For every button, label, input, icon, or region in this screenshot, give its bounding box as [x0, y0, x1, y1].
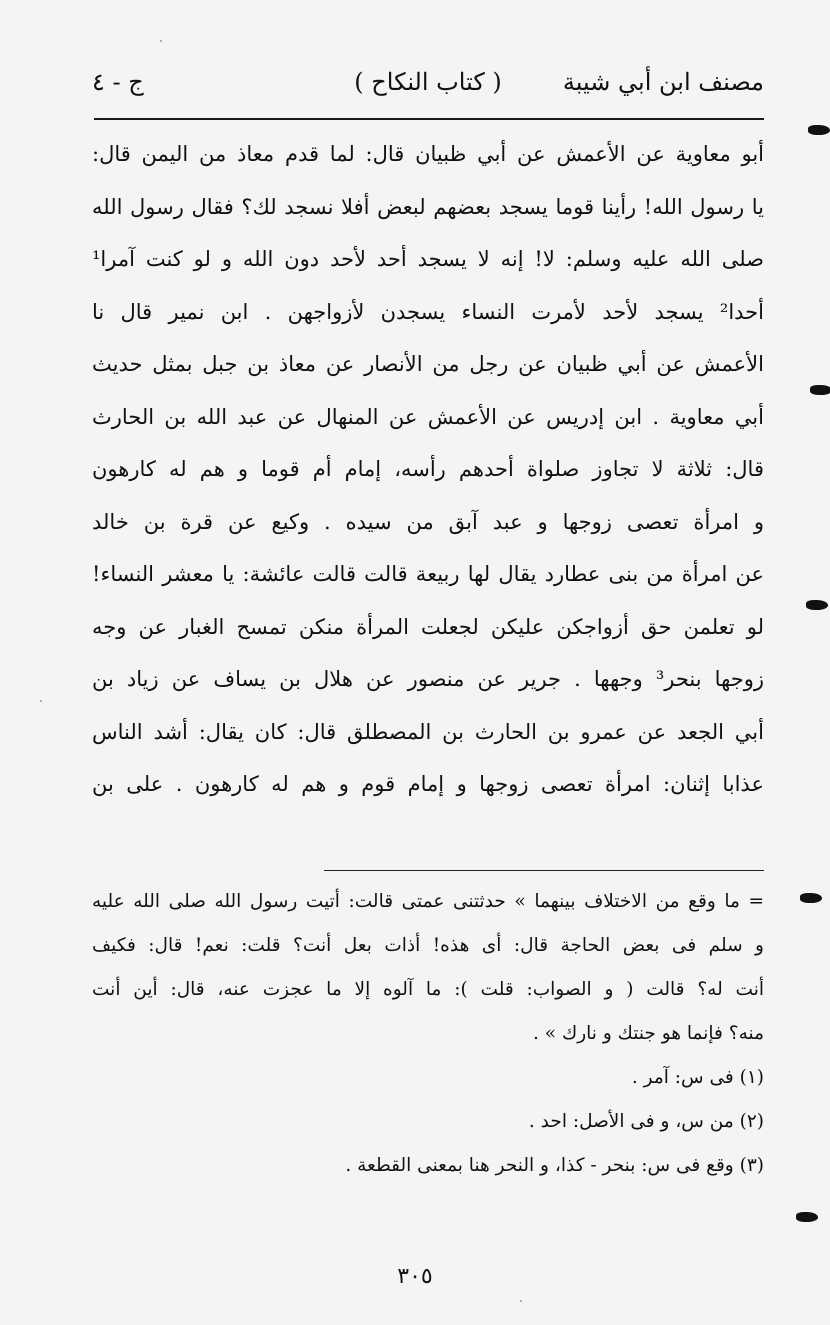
paper-speck	[40, 700, 42, 702]
footnotes-section	[92, 880, 764, 1188]
chapter-title: ( كتاب النكاح )	[354, 68, 502, 96]
text-line: أحدا² يسجد لأحد لأمرت النساء يسجدن لأزواجهن . ابن نمير قال نا	[92, 299, 764, 324]
text-line: عذابا إثنان: امرأة تعصى زوجها و إمام قوم و هم له كارهون . على بن	[92, 772, 764, 796]
text-line: و امرأة تعصى زوجها و عبد آبق من سيده . وكيع عن قرة بن خالد	[92, 509, 764, 534]
continued-note-line: منه؟ فإنما هو جنتك و نارك » .	[533, 1023, 764, 1044]
header-rule	[94, 118, 764, 120]
main-text	[92, 128, 764, 811]
continued-note-line: = ما وقع من الاختلاف بينهما » حدثتنى عمتى قالت: أتيت رسول الله صلى الله عليه	[92, 891, 764, 912]
margin-ink-mark	[800, 893, 822, 903]
margin-ink-mark	[796, 1212, 818, 1222]
footnote-2: (٢) من س، و فى الأصل: احد .	[528, 1111, 764, 1132]
paper-speck	[520, 1300, 522, 1302]
margin-ink-mark	[806, 600, 828, 610]
margin-ink-mark	[810, 385, 830, 395]
volume-label: ج - ٤	[92, 68, 144, 96]
footnote-separator	[324, 870, 764, 871]
text-line: زوجها بنحر³ وجهها . جرير عن منصور عن هلال بن يساف عن زياد بن	[92, 667, 764, 691]
text-line: عن امرأة من بنى عطارد يقال لها ربيعة قالت قالت عائشة: يا معشر النساء!	[92, 562, 764, 586]
page-header	[92, 62, 764, 114]
continued-note-line: و سلم فى بعض الحاجة قال: أى هذه! أذات بعل أنت؟ قلت: نعم! قال: فكيف	[92, 935, 764, 956]
text-line: صلى الله عليه وسلم: لا! إنه لا يسجد أحد لأحد دون الله و لو كنت آمرا¹	[92, 247, 764, 271]
continued-note-line: أنت له؟ قالت ( و الصواب: قلت ): ما آلوه إلا ما عجزت عنه، قال: أين أنت	[92, 979, 764, 1000]
footnote-1: (١) فى س: آمر .	[631, 1067, 764, 1088]
margin-ink-mark	[808, 125, 830, 135]
text-line: قال: ثلاثة لا تجاوز صلواة أحدهم رأسه، إمام أم قوما و هم له كارهون	[92, 457, 764, 481]
text-line: يا رسول الله! رأينا قوما يسجد بعضهم لبعض أفلا نسجد لك؟ فقال رسول الله	[92, 194, 764, 219]
footnote-3: (٣) وقع فى س: بنحر - كذا، و النحر هنا بمعنى القطعة .	[345, 1155, 764, 1176]
text-line: أبي الجعد عن عمرو بن الحارث بن المصطلق قال: كان يقال: أشد الناس	[92, 719, 764, 744]
paper-speck	[160, 40, 162, 42]
text-line: أبي معاوية . ابن إدريس عن الأعمش عن المنهال عن عبد الله بن الحارث	[92, 404, 764, 429]
text-line: الأعمش عن أبي ظبيان عن رجل من الأنصار عن معاذ بن جبل بمثل حديث	[92, 352, 764, 376]
book-title: مصنف ابن أبي شيبة	[562, 68, 764, 96]
text-line: أبو معاوية عن الأعمش عن أبي ظبيان قال: لما قدم معاذ من اليمن قال:	[92, 142, 764, 166]
text-line: لو تعلمن حق أزواجكن عليكن لجعلت المرأة منكن تمسح الغبار عن وجه	[92, 614, 764, 639]
page-number: ٣٠٥	[397, 1264, 433, 1289]
